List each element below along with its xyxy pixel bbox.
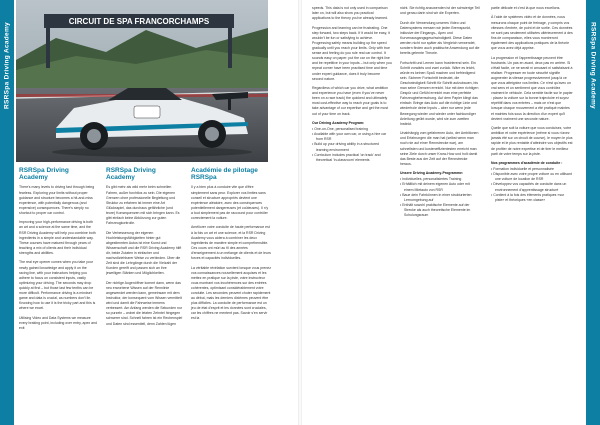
list-item: • Contient à la fois des éléments pratiques «sur piste» et théoriques «en classe» <box>491 193 573 203</box>
paragraph: Améliorer votre conduite de haute performance est à la fois un art et une science, et la RSR Driving Academy vous aidera à combiner les deux ingrédients de manière simple et compréhensible. Ces cours ont mûri au fil des années d'enseignement à un mélange de clients et de leurs forces et capacités individuelles. <box>191 225 271 261</box>
program-list-title: Nos programmes d'académie de conduite : <box>491 161 563 166</box>
list-item: • Curriculum includes practical 'on track' and theoretical 'in-classroom' elements <box>312 153 392 163</box>
program-list-title: Our Driving Academy Program: <box>312 121 365 126</box>
program-list <box>400 177 480 218</box>
paragraph: The real eye opener comes when you take your newly gained knowledge and apply it on the racing line, with your instructors helping you adhere to focus on consistent inputs, vastly optimizing your driving. The seconds may drop quickly at first – but those last few tenths can be more difficult. Performance driving is a mindset game and data is crucial, as numbers don't lie. Knowing how to use it is the tricky part and this is where we excel. <box>19 260 96 311</box>
paragraph: Der richtige Augenöffner kommt dann, wenn das neu erworbene Wissen auf der Rennlinie angewendet werden kann, gemeinsam mit dem Instruktor, der konsequent vom Wissen vermittelt wird und damit die Fahrweise immens verbessert. Am Anfang werden die Sekunden nur so purzeln – wobei die letzten Zehntel hingegen schwerer sind. Schnell fahren ist ein Rechenspiel und Daten sind essentiell, denn Zahlen lügen <box>106 280 183 326</box>
paragraph: Fortschritt und Lernen kann frustrierend sein. Ein Schritt vorwärts und zwei zurück. Wäre es leicht, würde es keinen Spaß machen und befriedigend sein. Sicherer Fortschritt bedeutet, die Geschwindigkeit Schritt für Schritt aufzubauen, bis man seine Grenzen erreicht. Nur mit dem richtigen Gespür und Gefühl erreicht man eine perfekte Fahrzeugbeherrschung. Auf dem Papier klingt das einfach: Bringe das Auto auf die richtige Linie und wiederhole deine Inputs – aber nur wenn jede Bewegung wieder und wieder unter fachkundiger Anleitung geübt wurde, wird sie zum zweiten Instinkt. <box>400 60 479 126</box>
paragraph: Regardless of which car you drive, what ambition and experience you have (even if you've never been on a race track) the quickest and ultimately most cost-effective way to reach your goals is to take advantage of our expertise and get the most out of your time on track. <box>312 86 389 116</box>
right-side-strip <box>586 0 600 425</box>
paragraph: partie délicate et c'est là que nous excellons. <box>491 6 561 10</box>
program-list-title: Unsere Driving Academy-Programme: <box>400 171 464 176</box>
program-list <box>312 127 392 163</box>
circuit-gate-text: CIRCUIT DE SPA FRANCORCHAMPS <box>68 17 210 26</box>
side-title-right: RSRSpa Driving Academy <box>589 22 597 109</box>
left-side-strip <box>0 0 14 425</box>
list-item: • Enthält sowohl praktische Elemente auf der Strecke als auch theoretische Elemente im Schulungsraum <box>400 203 480 218</box>
side-title-left: RSRSpa Driving Academy <box>3 22 11 109</box>
paragraph: La véritable révélation survient lorsque vous prenez vos connaissances nouvellement acquises et les mettez en pratique sur la piste, votre instructeur vous montrant vos incohérences sur des entrées cohérentes, optimisant considérablement votre conduite. Les secondes peuvent chuter rapidement au début, mais les derniers dixièmes peuvent être plus difficiles. La conduite de performance est un jeu de état d'esprit et les données sont cruciales, car les chiffres ne mentent pas. Savoir s'en servir est la <box>191 265 271 321</box>
list-item: • Available with your own car, or using a hire car from RSR <box>312 132 392 142</box>
program-list <box>491 167 573 203</box>
paragraph: La progression et l'apprentissage peuvent être frustrants. Un pas en avant, deux pas en arrière. Si c'était facile, ce ne serait ni amusant ni satisfaisant à réaliser. Progresser en toute sécurité signifie augmenter la vitesse progressivement jusqu'à ce que vous atteigniez vos limites. Ce n'est qu'avec un vrai sens et un sentiment que vous contrôlez vraiment le véhicule. Cela semble facile sur le papier : placez la voiture sur la bonne trajectoire et soyez répétitif dans vos entrées – mais ce n'est que lorsque chaque mouvement a été pratiqué maintes et maintes fois sous la direction d'un expert qu'il devient vraiment une seconde nature. <box>491 55 573 121</box>
german-column-1 <box>106 167 183 331</box>
paragraph: Durch die Verwendung unseres Video und Datensystems messen wir jeden Bremspunkt, inklusive der Eingangs-, Apex und Kurvenausgangsgeschwindigkeit. Diese Daten werden nicht nur später als Vergleich verwendet, sondern finden auch praktische Anwendung auf die bereits gelernte Theorie. <box>400 20 480 56</box>
english-column-2 <box>312 6 392 167</box>
heading-fr: Académie de pilotage RSRSpa <box>191 167 258 182</box>
list-item: • One-on-One, personalised training <box>312 127 392 132</box>
french-column-2 <box>491 6 573 207</box>
paragraph: Improving your high-performance driving is both an art and a science at the same time, and the RSR Driving Academy will help you combine both ingredients in a simple and understandable way. These courses have matured through years of teaching a mix of clients and their individual strengths and abilities. <box>19 220 96 255</box>
french-column-1 <box>191 167 271 326</box>
list-item: • Disponible avec votre propre voiture ou en utilisant une voiture de location de RSR <box>491 172 573 182</box>
paragraph: Es gibt mehr als wild mehr beim schnellen Fahren, außer furchtlos zu sein. Die eigenen Grenzen ohne professionelle Begleitung und Struktur zu erfahren ist immer eine Art Glücksspiel, das durchaus gefährliche (und teure) Konsequenzen mit sich bringen kann. Es gibt einfach keine Abkürzung zur guten Fahrzeugkontrolle. <box>106 185 180 226</box>
paragraph: Il y a bien plus à conduire vite que d'être simplement sans peur. Explorer vos limites sans conseil et structure appropriés devient une expérience aléatoire, avec des conséquences potentiellement dangereuses (et coûteuses). Il n'y a tout simplement pas de raccourci pour contrôler correctement la voiture. <box>191 185 269 220</box>
race-car-photo <box>16 0 268 162</box>
list-item: • Individuelles, personalisiertes Training <box>400 177 480 182</box>
paragraph: Quelle que soit la voiture que vous conduisez, votre ambition et votre expérience (même si vous n'avez jamais été sur un circuit de course), le moyen le plus rapide et le plus rentable d'atteindre vos objectifs est de profiter de notre expertise et de tirer le meilleur parti de votre temps sur la piste. <box>491 126 573 156</box>
paragraph: There's many levels to driving fast through being fearless. Exploring your limits without proper guidance and structure becomes a hit-and-miss experience, with potentially dangerous (and expensive) consequences. There's simply no shortcut to proper car control. <box>19 185 95 215</box>
heading-de: RSRSpa Driving Academy <box>106 167 156 182</box>
paragraph: Utilising Video and Data Systems we measure every braking point, including over entry, apex and exit <box>19 315 97 330</box>
paragraph: Die Verbesserung der eigenen Hochleistungsfähigkeiten hinter gut abgestimmten Autos ist eine Kunst und Wissenschaft und die RSR Driving Academy hilft dir, beide Zutaten in einfacher und nachvollziehbarer Weise zu verbinden. Über die Zeit sind die Lehrgänge durch die Vielzahl der Kunden gereift und passen sich an ihre jeweiligen Stärken und Möglichkeiten. <box>106 230 182 276</box>
paragraph: Unabhängig vom gefahrenen Auto, der Ambitionen und Erfahrungen die man hat (selbst wenn man noch nie auf einer Rennstrecke war), am schnellsten und kosteneffizientesten erreicht man seine Ziele durch unser Know-How und holt damit das Beste aus der Zeit auf der Rennstrecke heraus. <box>400 131 479 166</box>
race-car-illustration <box>16 0 268 162</box>
list-item: • Build up your driving ability in a structured learning environment <box>312 142 392 152</box>
list-item: • Formation individuelle et personnalisée <box>491 167 573 172</box>
list-item: • Développez vos capacités de conduite dans un environnement d'apprentissage structuré <box>491 182 573 192</box>
paragraph: nicht. Sie richtig anzuwenden ist der schwierige Teil und genau darin sind wir die Experten. <box>400 6 480 16</box>
german-column-2 <box>400 6 480 222</box>
page-fold <box>298 0 302 425</box>
heading-en: RSRSpa Driving Academy <box>19 167 69 182</box>
english-column-1 <box>19 167 97 335</box>
paragraph: À l'aide de systèmes vidéo et de données, nous mesurons chaque point de freinage, y compris vos vitesses d'entrée, de point et de sortie. Ces données ne sont pas seulement utilisées ultérieurement à des fins de comparaison, elles vous montreront également des applications pratiques de la théorie que vous avez déjà apprise. <box>491 15 573 51</box>
list-item: • Erhältlich mit deinem eigenen Auto oder mit einem Mietauto von RSR <box>400 182 480 192</box>
list-item: • Baue dein Fahrkönnen in einer strukturierten Lernumgebung auf <box>400 193 480 203</box>
paragraph: speeds. This data is not only used in comparison later on, but will also show you practical applications to the theory you've already learned. <box>312 6 388 21</box>
paragraph: Progression and learning can be frustrating. One step forward, two steps back. If it would be easy, it wouldn't be fun or satisfying to achieve. Progressing safely means building up the speed gradually until you reach your limits. Only with true sense and feeling do you rule real car control. It sounds easy on paper: put the car on the right line and be repetitive in your inputs – but only when you repeat corner have been practised time and time under expert guidance, does it truly become second nature. <box>312 25 392 81</box>
